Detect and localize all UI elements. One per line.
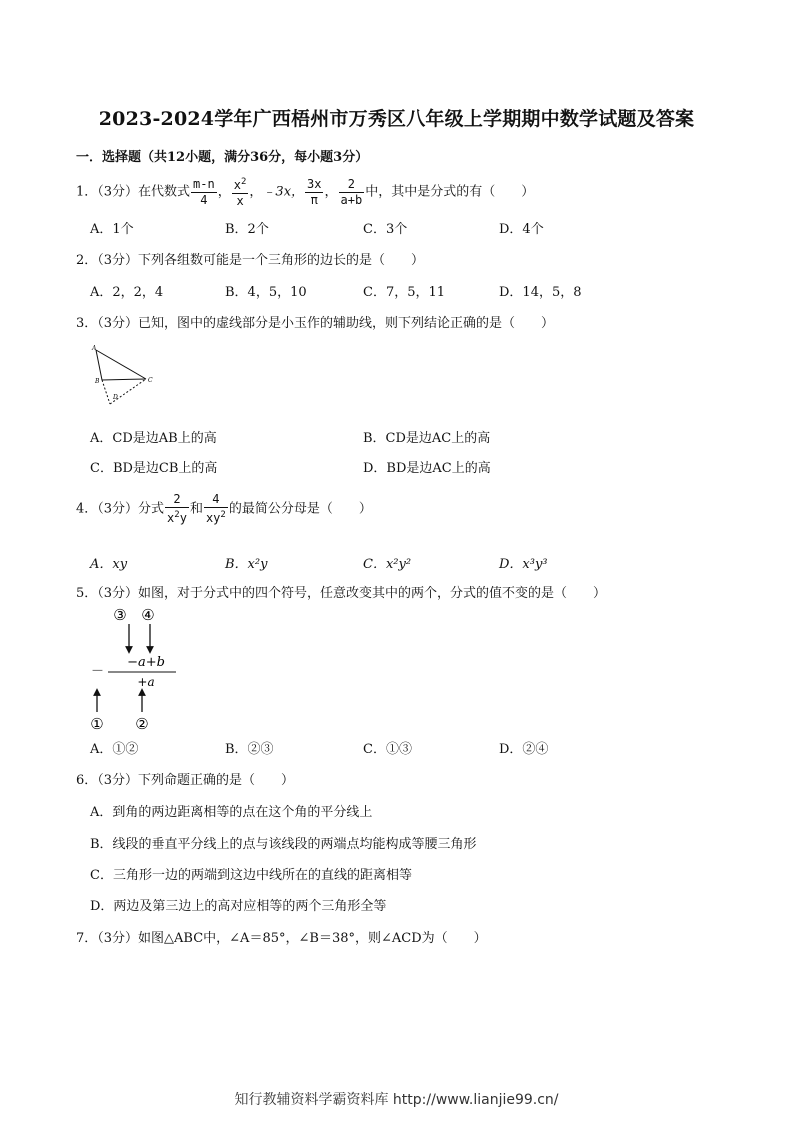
q3-side-ab	[96, 350, 102, 380]
q2-option-d: D．14，5，8	[499, 285, 582, 300]
q3-option-a: A．CD是边AB上的高	[90, 431, 217, 446]
q1-tail: 中，其中是分式的有（ ）	[365, 184, 535, 200]
q1-fraction-1: $\frac{m-n}{4}$	[193, 176, 215, 207]
q1-option-b: B．2个	[225, 222, 269, 237]
q6-option-c: C．三角形一边的两端到这边中线所在的直线的距离相等	[90, 868, 412, 883]
q1-fraction-4: $\frac{2}{a+b}$	[340, 176, 363, 207]
q4-fraction-2: $\frac{4}{xy^2}$	[205, 492, 226, 525]
q3-label-c: C	[148, 377, 153, 384]
q1-option-d: D．4个	[499, 222, 544, 237]
q4-lead: 4．（3分）分式	[76, 501, 165, 517]
question-2: 2．（3分）下列各组数可能是一个三角形的边长的是（ ）	[76, 253, 425, 268]
q3-label-a: A	[92, 345, 97, 352]
q5-option-b: B．②③	[225, 742, 274, 757]
q5-circle-1: ①	[90, 715, 104, 733]
q1-fraction-3: $\frac{3x}{\pi}$	[307, 176, 322, 207]
section-heading: 一．选择题（共12小题，满分36分，每小题3分）	[76, 150, 369, 165]
q5-option-c: C．①③	[363, 742, 412, 757]
question-7: 7．（3分）如图△ABC中，∠A＝85°，∠B＝38°，则∠ACD为（ ）	[76, 931, 487, 946]
question-6: 6．（3分）下列命题正确的是（ ）	[76, 773, 295, 788]
q4-option-b: B．x²y	[225, 557, 268, 572]
q3-triangle-figure	[88, 342, 158, 410]
q3-option-c: C．BD是边CB上的高	[90, 461, 218, 476]
footer-watermark: 知行教辅资料学霸资料库 http://www.lianjie99.cn/	[234, 1092, 559, 1108]
q6-option-a: A．到角的两边距离相等的点在这个角的平分线上	[90, 805, 373, 820]
q4-fraction-1: $\frac{2}{x^2y}$	[167, 492, 187, 525]
q1-lead: 1．（3分）在代数式	[76, 184, 191, 200]
q4-tail: 的最简公分母是（ ）	[228, 501, 372, 517]
q6-option-d: D．两边及第三边上的高对应相等的两个三角形全等	[90, 899, 387, 914]
question-1: 1．（3分）在代数式 $\frac{m-n}{4}$ ， $\frac{x^2}{x}$ ，﹣3x， $\frac{3x}{\pi}$ ， $\frac{2}{a+b}$ 中，其中是分式的有（ ）	[76, 176, 535, 208]
q3-label-d: D	[113, 394, 118, 401]
q1-fraction-2: $\frac{x^2}{x}$	[233, 177, 247, 208]
q5-circle-4: ④	[141, 606, 155, 624]
q2-option-a: A．2，2，4	[90, 285, 164, 300]
q3-side-bc	[102, 379, 146, 380]
q5-numerator: −a+b	[127, 655, 165, 670]
q3-option-d: D．BD是边AC上的高	[363, 461, 491, 476]
q5-option-d: D．②④	[499, 742, 549, 757]
q4-option-a: A．xy	[90, 557, 128, 572]
q5-sign-figure	[86, 602, 186, 734]
q4-option-c: C．x²y²	[363, 557, 412, 572]
q3-option-b: B．CD是边AC上的高	[363, 431, 491, 446]
question-5: 5．（3分）如图，对于分式中的四个符号，任意改变其中的两个，分式的值不变的是（ ）	[76, 586, 607, 601]
question-3: 3．（3分）已知，图中的虚线部分是小玉作的辅助线，则下列结论正确的是（ ）	[76, 316, 555, 331]
q5-circle-3: ③	[113, 606, 127, 624]
q5-circle-2: ②	[135, 715, 149, 733]
q4-and: 和	[189, 501, 203, 517]
q1-option-a: A．1个	[90, 222, 134, 237]
q3-side-ac	[96, 350, 146, 379]
q6-option-b: B．线段的垂直平分线上的点与该线段的两端点均能构成等腰三角形	[90, 837, 477, 852]
q3-label-b: B	[95, 378, 100, 385]
q5-denominator: +a	[137, 675, 155, 689]
q2-option-b: B．4，5，10	[225, 285, 307, 300]
q1-option-c: C．3个	[363, 222, 408, 237]
q1-mid: ﹣3x，	[262, 184, 305, 200]
q2-option-c: C．7，5，11	[363, 285, 446, 300]
q5-option-a: A．①②	[90, 742, 139, 757]
page-title: 2023-2024学年广西梧州市万秀区八年级上学期期中数学试题及答案	[98, 108, 695, 130]
q5-minus-sign: －	[91, 664, 105, 679]
question-4	[76, 492, 372, 526]
q3-dashed-bd	[102, 380, 110, 404]
q4-option-d: D．x³y³	[499, 557, 548, 572]
